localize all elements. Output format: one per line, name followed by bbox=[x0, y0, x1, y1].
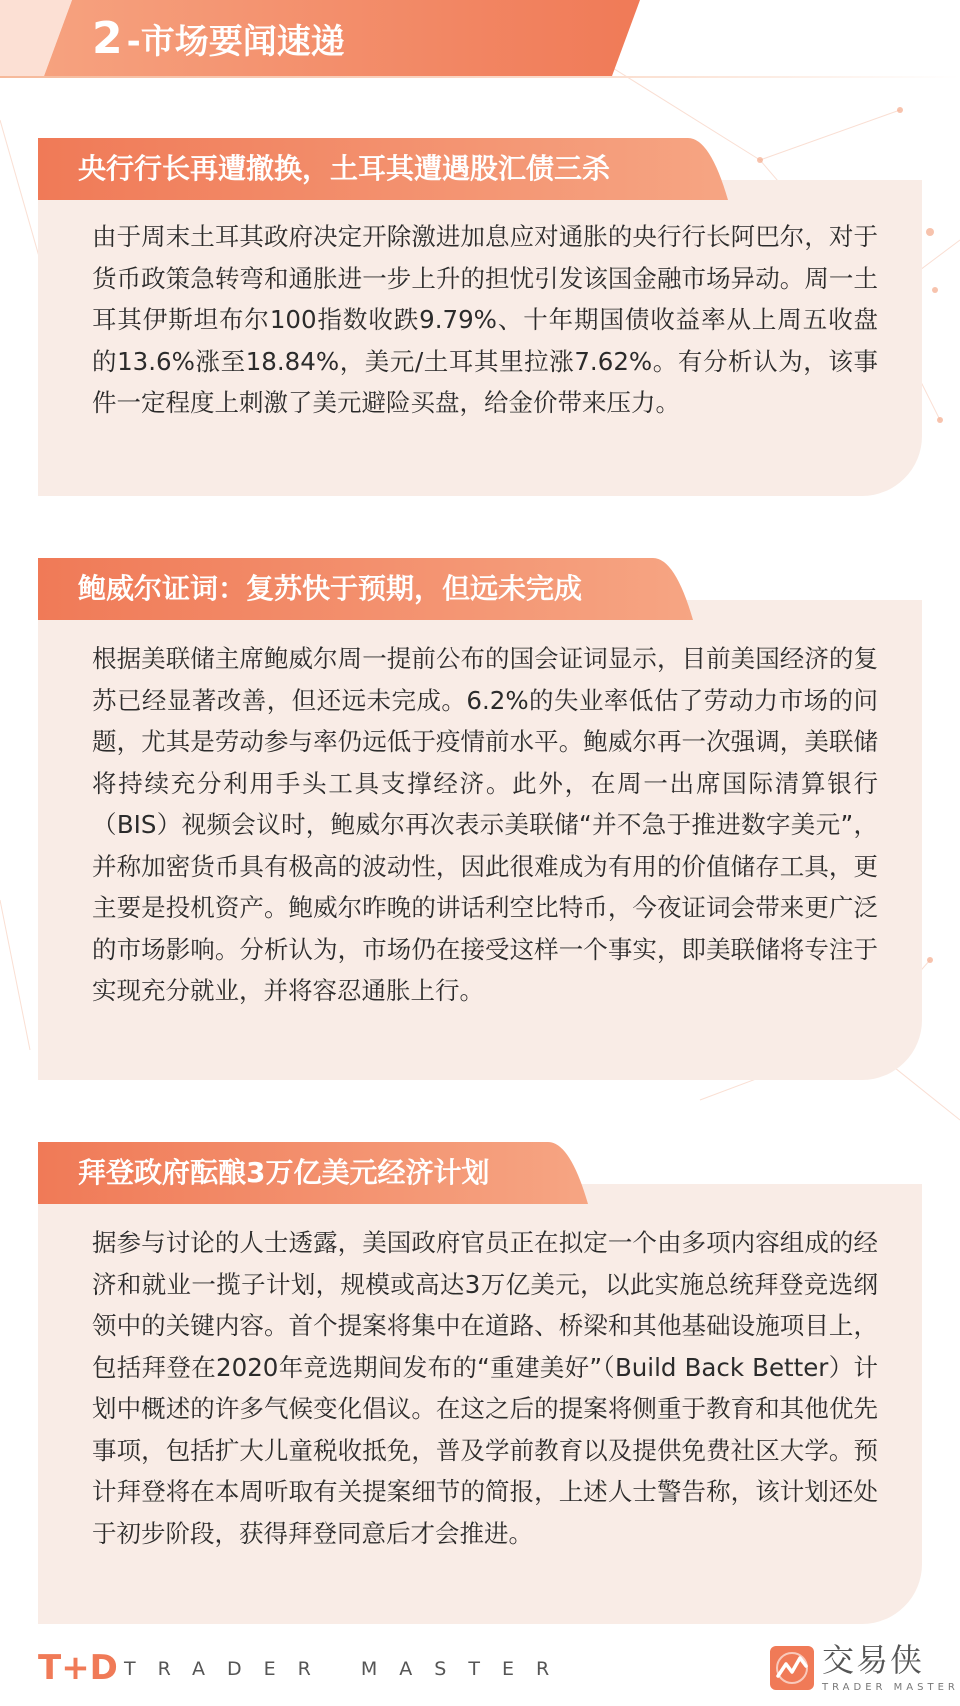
header-divider bbox=[0, 76, 960, 78]
news-card-2-tab bbox=[38, 558, 693, 620]
section-title-text: -市场要闻速递 bbox=[126, 22, 345, 62]
trader-master-logo-icon bbox=[770, 1646, 814, 1690]
news-card-3-tab bbox=[38, 1142, 588, 1204]
news-card-3 bbox=[38, 1156, 922, 1624]
news-card-1-tab bbox=[38, 138, 728, 200]
td-logo: T+D bbox=[38, 1648, 118, 1688]
section-title bbox=[92, 14, 345, 64]
section-header bbox=[0, 0, 640, 76]
news-card-3-body: 据参与讨论的人士透露，美国政府官员正在拟定一个由多项内容组成的经济和就业一揽子计划，规模或高达3万亿美元，以此实施总统拜登竞选纲领中的关键内容。首个提案将集中在道路、桥梁和其他基础设施项目上，包括拜登在2020年竞选期间发布的“重建美好”（Build Back Better）计划中概述的许多气候变化倡议。在这之后的提案将侧重于教育和其他优先事项，包括扩大儿童税收抵免，普及学前教育以及提供免费社区大学。预计拜登将在本周听取有关提案细节的简报，上述人士警告称，该计划还处于初步阶段，获得拜登同意后才会推进。 bbox=[92, 1228, 878, 1548]
brand-subtitle: TRADER MASTER bbox=[822, 1682, 959, 1693]
brand-name: 交易侠 bbox=[822, 1641, 925, 1679]
section-number: 2 bbox=[92, 13, 123, 64]
news-card-1-title: 央行行长再遭撤换，土耳其遭遇股汇债三杀 bbox=[78, 152, 611, 185]
news-card-2-body: 根据美联储主席鲍威尔周一提前公布的国会证词显示，目前美国经济的复苏已经显著改善，但还远未完成。6.2%的失业率低估了劳动力市场的问题，尤其是劳动参与率仍远低于疫情前水平。鲍威尔再一次强调，美联储将持续充分利用手头工具支撑经济。此外，在周一出席国际清算银行（BIS）视频会议时，鲍威尔再次表示美联储“并不急于推进数字美元”，并称加密货币具有极高的波动性，因此很难成为有用的价值储存工具，更主要是投机资产。鲍威尔昨晚的讲话利空比特币，今夜证词会带来更广泛的市场影响。分析认为，市场仍在接受这样一个事实，即美联储将专注于实现充分就业，并将容忍通胀上行。 bbox=[92, 644, 878, 1005]
news-card-1-body: 由于周末土耳其政府决定开除激进加息应对通胀的央行行长阿巴尔，对于货币政策急转弯和通胀进一步上升的担忧引发该国金融市场异动。周一土耳其伊斯坦布尔100指数收跌9.79%、十年期国债收益率从上周五收盘的13.6%涨至18.84%，美元/土耳其里拉涨7.62%。有分析认为，该事件一定程度上刺激了美元避险买盘，给金价带来压力。 bbox=[92, 222, 878, 417]
news-card-3-title: 拜登政府酝酿3万亿美元经济计划 bbox=[78, 1156, 490, 1189]
footer-tagline: TRADER MASTER bbox=[124, 1658, 572, 1680]
news-card-2 bbox=[38, 572, 922, 1080]
news-card-2-title: 鲍威尔证词：复苏快于预期，但远未完成 bbox=[78, 572, 583, 605]
news-card-1 bbox=[38, 152, 922, 496]
